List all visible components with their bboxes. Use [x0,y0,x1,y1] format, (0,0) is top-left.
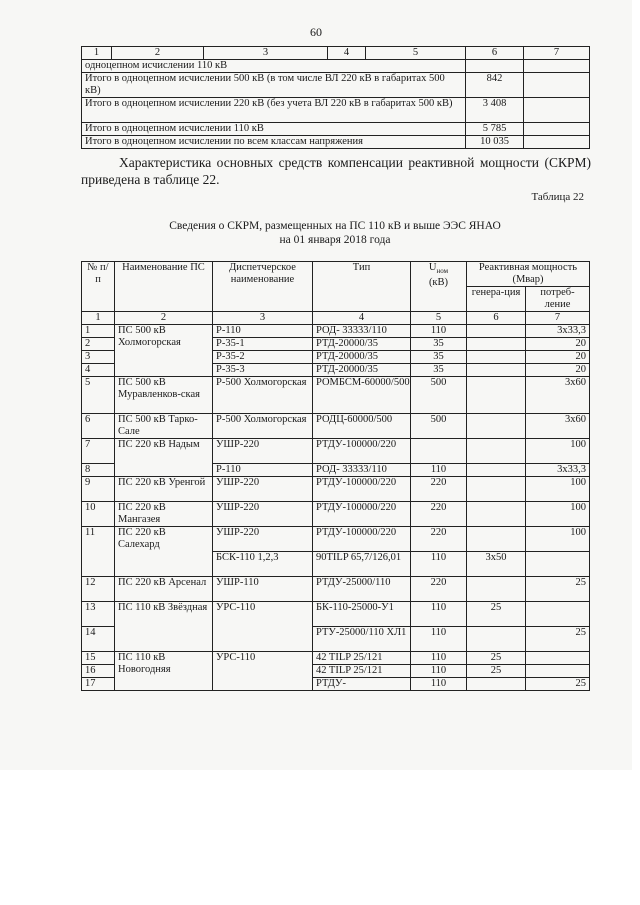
voltage: 220 [411,477,467,502]
dispatch-name: УШР-110 [213,577,313,602]
dispatch-name: Р-500 Холмогорская [213,414,313,439]
voltage-subscript: ном [436,267,449,276]
row-number: 5 [82,377,115,414]
column-header-generation: генера-ция [467,287,526,312]
lines-summary-table [81,46,590,149]
row-label: Итого в одноцепном исчислении 500 кВ (в том числе ВЛ 220 кВ в габаритах 500 кВ) [82,73,466,98]
device-type: РОДЦ-60000/500 [313,414,411,439]
column-header-name: Наименование ПС [115,262,213,312]
row-number: 2 [82,338,115,351]
consumption: 3х33,3 [526,325,590,338]
column-header-power: Реактивная мощность (Мвар) [467,262,590,287]
table-row [82,73,590,98]
device-type: 90TILP 65,7/126,01 [313,552,411,577]
voltage: 35 [411,351,467,364]
consumption: 100 [526,527,590,552]
index-cell: 4 [313,312,411,325]
body-paragraph: Характеристика основных средств компенсации реактивной мощности (СКРМ) приведена в таблице 22. [81,155,591,187]
generation [467,678,526,691]
consumption: 25 [526,627,590,652]
voltage: 35 [411,364,467,377]
dispatch-name: Р-500 Холмогорская [213,377,313,414]
generation [467,464,526,477]
generation: 25 [467,602,526,627]
dispatch-name: БСК-110 1,2,3 [213,552,313,577]
consumption: 3х33,3 [526,464,590,477]
voltage: 110 [411,627,467,652]
generation [467,577,526,602]
dispatch-name: УШР-220 [213,527,313,552]
column-index: 2 [112,47,204,60]
generation [467,502,526,527]
voltage: 110 [411,552,467,577]
row-number: 7 [82,439,115,464]
consumption: 3х60 [526,414,590,439]
voltage: 220 [411,577,467,602]
device-type: 42 TILP 25/121 [313,652,411,665]
voltage: 110 [411,325,467,338]
device-type: 42 TILP 25/121 [313,665,411,678]
generation [467,325,526,338]
generation [467,338,526,351]
empty-cell [524,136,590,149]
voltage: 220 [411,502,467,527]
substation-name: ПС 110 кВ Звёздная [115,602,213,652]
table-header-row [82,262,590,287]
table-row [82,602,590,627]
device-type: РТДУ- [313,678,411,691]
generation: 25 [467,665,526,678]
voltage: 110 [411,678,467,691]
substation-name: ПС 500 кВ Муравленков-ская [115,377,213,414]
device-type: РТДУ-100000/220 [313,439,411,464]
substation-name: ПС 220 кВ Уренгой [115,477,213,502]
consumption: 20 [526,351,590,364]
row-number: 10 [82,502,115,527]
table-row [82,60,590,73]
row-number: 3 [82,351,115,364]
table-row [82,377,590,414]
page-number: 60 [310,25,322,39]
dispatch-name: Р-35-2 [213,351,313,364]
generation [467,351,526,364]
substation-name: ПС 220 кВ Мангазея [115,502,213,527]
device-type: РТДУ-100000/220 [313,477,411,502]
row-value: 3 408 [466,98,524,123]
voltage: 220 [411,527,467,552]
row-label: одноцепном исчислении 110 кВ [82,60,466,73]
column-header-num: № п/п [82,262,115,312]
row-number: 14 [82,627,115,652]
row-number: 8 [82,464,115,477]
row-label: Итого в одноцепном исчислении 110 кВ [82,123,466,136]
consumption [526,552,590,577]
row-value [466,60,524,73]
row-label: Итого в одноцепном исчислении по всем классам напряжения [82,136,466,149]
index-cell: 2 [115,312,213,325]
dispatch-name: Р-110 [213,464,313,477]
voltage: 35 [411,338,467,351]
column-header-consumption: потреб-ление [526,287,590,312]
table-row [82,439,590,464]
row-number: 9 [82,477,115,502]
row-number: 13 [82,602,115,627]
substation-name: ПС 500 кВ Тарко-Сале [115,414,213,439]
generation [467,364,526,377]
table-row [82,98,590,123]
table-row [82,577,590,602]
table-title-line: на 01 января 2018 года [279,234,391,246]
column-index: 4 [328,47,366,60]
row-number: 15 [82,652,115,665]
voltage [411,439,467,464]
table-title-line: Сведения о СКРМ, размещенных на ПС 110 кВ и выше ЭЭС ЯНАО [169,220,501,232]
device-type: РОД- 33333/110 [313,325,411,338]
row-number: 6 [82,414,115,439]
consumption: 100 [526,439,590,464]
empty-cell [524,98,590,123]
generation: 25 [467,652,526,665]
empty-cell [524,73,590,98]
voltage: 110 [411,665,467,678]
empty-cell [524,123,590,136]
index-cell: 5 [411,312,467,325]
consumption [526,652,590,665]
index-cell: 6 [467,312,526,325]
row-number: 1 [82,325,115,338]
table-row [82,47,590,60]
column-header-type: Тип [313,262,411,312]
dispatch-name: УРС-110 [213,602,313,652]
device-type: РТДУ-100000/220 [313,527,411,552]
column-header-disp: Диспетчерское наименование [213,262,313,312]
index-cell: 3 [213,312,313,325]
generation [467,414,526,439]
table-row [82,527,590,552]
voltage: 110 [411,464,467,477]
generation [467,439,526,464]
index-cell: 7 [526,312,590,325]
row-value: 10 035 [466,136,524,149]
table-row [82,652,590,665]
device-type: БК-110-25000-У1 [313,602,411,627]
consumption [526,602,590,627]
table-number: Таблица 22 [531,191,584,203]
table-row [82,414,590,439]
row-number: 16 [82,665,115,678]
index-cell: 1 [82,312,115,325]
table-title [81,219,589,247]
substation-name: ПС 110 кВ Новогодняя [115,652,213,691]
substation-name: ПС 220 кВ Надым [115,439,213,477]
generation [467,477,526,502]
device-type: РОД- 33333/110 [313,464,411,477]
consumption: 25 [526,577,590,602]
consumption [526,665,590,678]
dispatch-name: Р-35-3 [213,364,313,377]
device-type: РТД-20000/35 [313,338,411,351]
substation-name: ПС 220 кВ Салехард [115,527,213,577]
empty-cell [524,60,590,73]
row-label: Итого в одноцепном исчислении 220 кВ (без учета ВЛ 220 кВ в габаритах 500 кВ) [82,98,466,123]
voltage-unit: (кВ) [428,277,449,289]
dispatch-name: УШР-220 [213,502,313,527]
table-row [82,502,590,527]
column-index: 5 [366,47,466,60]
dispatch-name: УШР-220 [213,439,313,464]
device-type: РТДУ-25000/110 [313,577,411,602]
generation [467,377,526,414]
device-type: РТД-20000/35 [313,351,411,364]
row-number: 12 [82,577,115,602]
consumption: 20 [526,364,590,377]
generation [467,527,526,552]
column-index: 6 [466,47,524,60]
generation [467,627,526,652]
consumption: 100 [526,477,590,502]
row-value: 842 [466,73,524,98]
row-number: 11 [82,527,115,577]
table-row [82,477,590,502]
row-number: 17 [82,678,115,691]
device-type: РТД-20000/35 [313,364,411,377]
substation-name: ПС 500 кВ Холмогорская [115,325,213,377]
consumption: 3х60 [526,377,590,414]
consumption: 20 [526,338,590,351]
device-type: РТУ-25000/110 ХЛ1 [313,627,411,652]
device-type: РОМБСМ-60000/500 [313,377,411,414]
generation: 3х50 [467,552,526,577]
column-index: 7 [524,47,590,60]
column-header-voltage [411,262,467,312]
voltage: 500 [411,414,467,439]
substation-name: ПС 220 кВ Арсенал [115,577,213,602]
dispatch-name: Р-110 [213,325,313,338]
consumption: 25 [526,678,590,691]
dispatch-name: УРС-110 [213,652,313,691]
consumption: 100 [526,502,590,527]
voltage: 110 [411,652,467,665]
voltage: 110 [411,602,467,627]
column-index: 1 [82,47,112,60]
dispatch-name: Р-35-1 [213,338,313,351]
table-row [82,325,590,338]
table-row [82,123,590,136]
row-value: 5 785 [466,123,524,136]
column-index: 3 [204,47,328,60]
voltage-symbol: U [428,262,437,273]
table-index-row [82,312,590,325]
skrm-table [81,261,590,691]
table-row [82,136,590,149]
dispatch-name: УШР-220 [213,477,313,502]
device-type: РТДУ-100000/220 [313,502,411,527]
voltage: 500 [411,377,467,414]
row-number: 4 [82,364,115,377]
